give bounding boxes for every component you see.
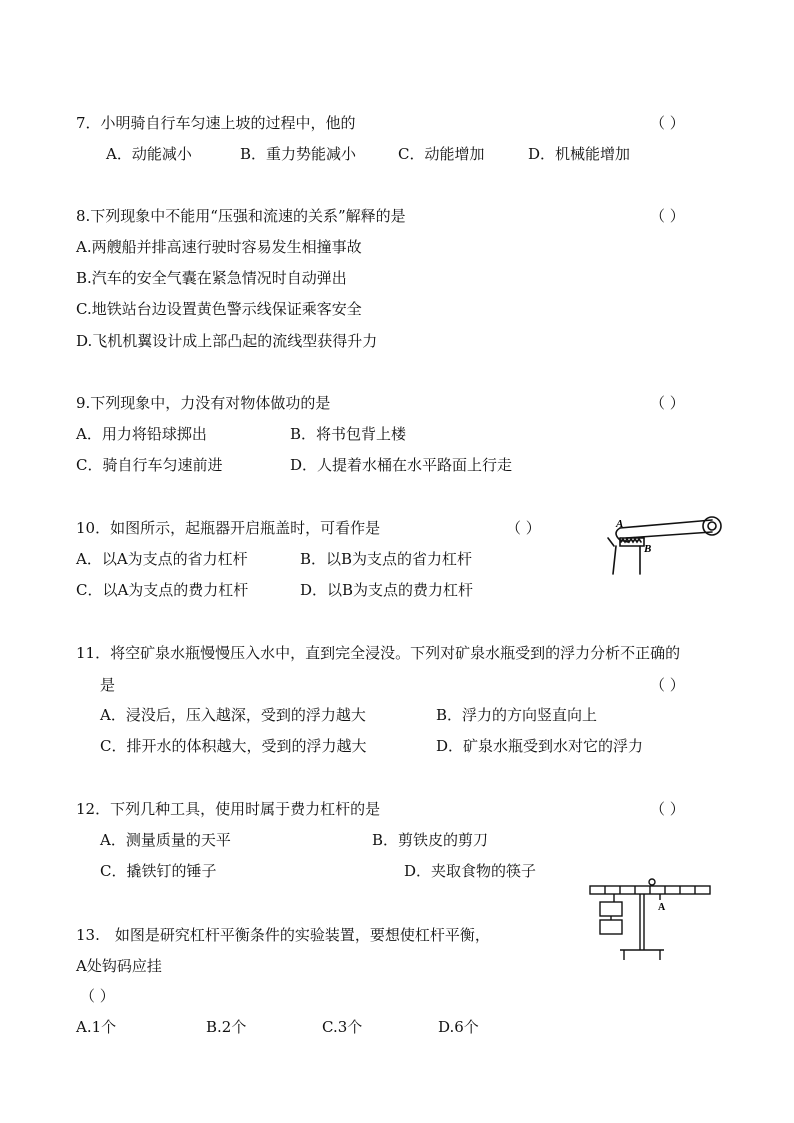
q13-option-b: B.2个 [206,1018,247,1036]
q13-option-a: A.1个 [76,1018,117,1036]
q7-option-c: C．动能增加 [398,145,485,163]
q8-option-a: A.两艘船并排高速行驶时容易发生相撞事故 [76,238,362,256]
q11-option-d: D．矿泉水瓶受到水对它的浮力 [436,737,644,755]
q13-stem-continued: A处钩码应挂 [76,957,162,975]
q12-stem: 12．下列几种工具，使用时属于费力杠杆的是 [76,800,381,818]
bottle-opener-figure [600,508,730,578]
q9-option-b: B．将书包背上楼 [290,425,407,443]
lever-experiment-figure [586,872,714,962]
q7-stem: 7．小明骑自行车匀速上坡的过程中，他的 [76,114,356,132]
q8-option-b: B.汽车的安全气囊在紧急情况时自动弹出 [76,269,347,287]
opener-ring-hole [708,522,716,530]
hand-edge [608,538,614,546]
q11-option-b: B．浮力的方向竖直向上 [436,706,598,724]
q12-option-d: D．夹取食物的筷子 [404,862,537,880]
fig13-label-a: A [658,902,666,913]
q12-answer-bracket[interactable]: （ ） [650,800,685,818]
opener-upper-edge [620,520,712,528]
q12-option-b: B．剪铁皮的剪刀 [372,831,489,849]
bottle-neck-left [613,546,616,574]
q12-option-c: C．撬铁钉的锤子 [100,862,217,880]
lever-pivot [649,879,655,885]
q7-option-b: B．重力势能减小 [240,145,357,163]
q8-option-c: C.地铁站台边设置黄色警示线保证乘客安全 [76,300,362,318]
stand-base [620,950,664,960]
q9-answer-bracket[interactable]: （ ） [650,394,685,412]
q8-option-d: D.飞机机翼设计成上部凸起的流线型获得升力 [76,332,378,350]
q7-option-d: D．机械能增加 [528,145,631,163]
q12-option-a: A．测量质量的天平 [100,831,231,849]
q13-option-d: D.6个 [438,1018,479,1036]
weight-block-bottom [600,920,622,934]
q11-stem: 11．将空矿泉水瓶慢慢压入水中，直到完全浸没。下列对矿泉水瓶受到的浮力分析不正确的 [76,644,681,662]
weight-block-top [600,902,622,916]
q13-answer-bracket[interactable]: （ ） [80,987,115,1005]
q11-stem-continued: 是 [100,676,116,694]
fig10-label-b: B [644,543,652,555]
q10-option-d: D．以B为支点的费力杠杆 [300,581,474,599]
opener-lower-edge [626,532,712,538]
q11-option-a: A．浸没后，压入越深，受到的浮力越大 [100,706,366,724]
bottle-cap-crimp [621,539,641,542]
q8-answer-bracket[interactable]: （ ） [650,207,685,225]
q11-answer-bracket[interactable]: （ ） [650,676,685,694]
fig10-label-a: A [616,518,624,530]
q9-stem: 9.下列现象中，力没有对物体做功的是 [76,394,331,412]
lever-scale-marks [605,886,695,894]
stand-post [640,894,644,950]
q7-option-a: A．动能减小 [106,145,192,163]
q9-option-a: A．用力将铅球掷出 [76,425,207,443]
q9-option-d: D．人提着水桶在水平路面上行走 [290,456,513,474]
q9-option-c: C．骑自行车匀速前进 [76,456,223,474]
q11-option-c: C．排开水的体积越大，受到的浮力越大 [100,737,367,755]
q10-stem: 10．如图所示，起瓶器开启瓶盖时，可看作是 [76,519,381,537]
q13-stem: 13. 如图是研究杠杆平衡条件的实验装置，要想使杠杆平衡， [76,926,490,944]
q7-answer-bracket[interactable]: （ ） [650,114,685,132]
q8-stem: 8.下列现象中不能用“压强和流速的关系”解释的是 [76,207,406,225]
q10-answer-bracket[interactable]: （ ） [506,519,541,537]
q10-option-c: C．以A为支点的费力杠杆 [76,581,249,599]
q13-option-c: C.3个 [322,1018,363,1036]
q10-option-a: A．以A为支点的省力杠杆 [76,550,248,568]
q10-option-b: B．以B为支点的省力杠杆 [300,550,473,568]
